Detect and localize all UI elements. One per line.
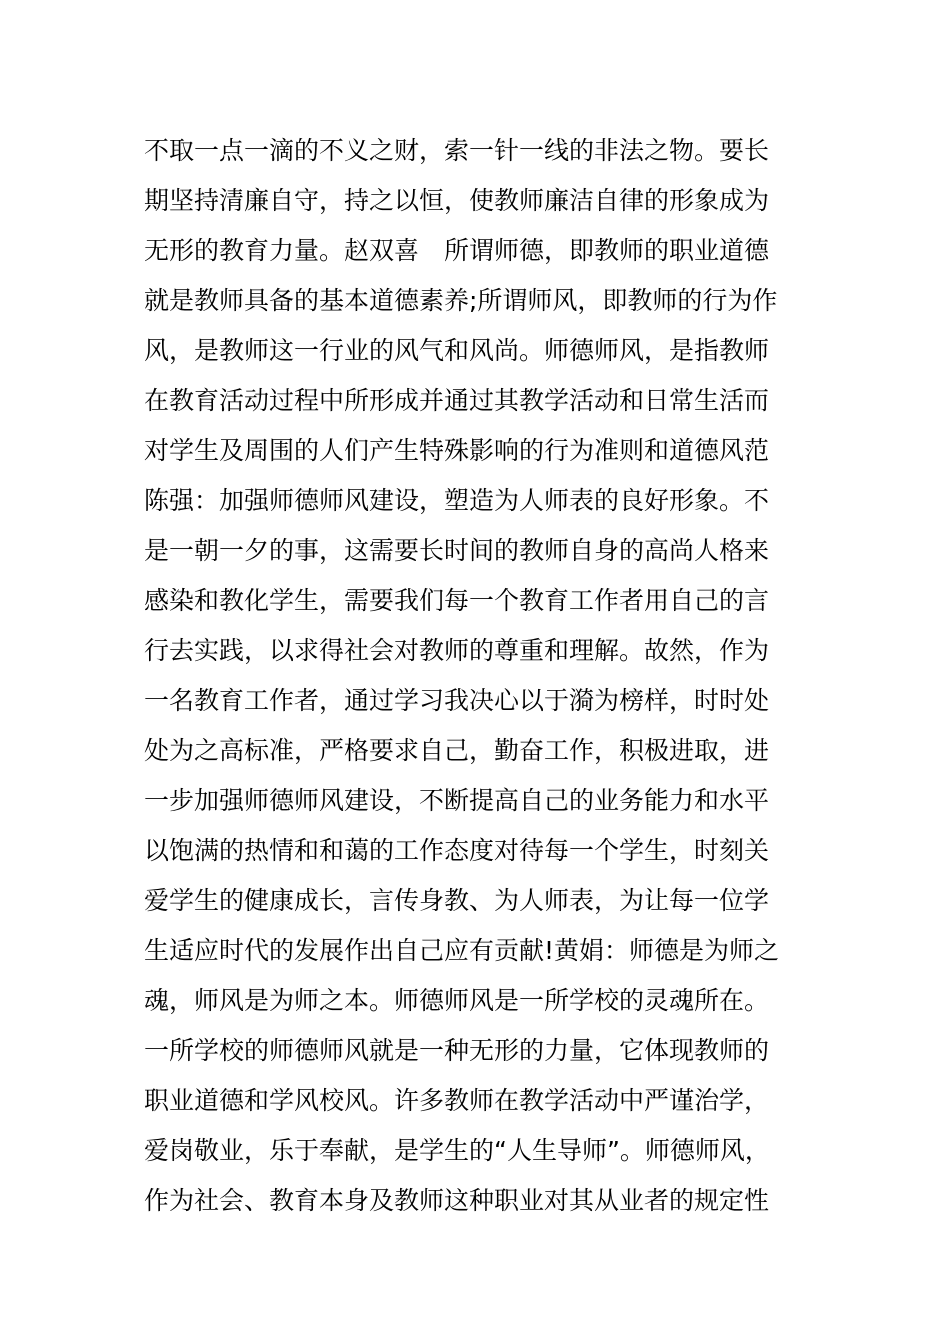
text-line: 魂，师风是为师之本。师德师风是一所学校的灵魂所在。 (144, 986, 770, 1015)
text-line: 职业道德和学风校风。许多教师在教学活动中严谨治学， (144, 1086, 770, 1115)
text-line: 爱岗敬业，乐于奉献，是学生的“人生导师”。师德师风， (144, 1136, 770, 1165)
text-line: 感染和教化学生，需要我们每一个教育工作者用自己的言 (144, 586, 770, 615)
text-line: 就是教师具备的基本道德素养;所谓师风，即教师的行为作 (144, 286, 778, 315)
text-line: 是一朝一夕的事，这需要长时间的教师自身的高尚人格来 (144, 536, 770, 565)
text-line: 不取一点一滴的不义之财，索一针一线的非法之物。要长 (144, 136, 770, 165)
text-line: 陈强：加强师德师风建设，塑造为人师表的良好形象。不 (144, 486, 770, 515)
text-line: 期坚持清廉自守，持之以恒，使教师廉洁自律的形象成为 (144, 186, 770, 215)
text-line: 行去实践，以求得社会对教师的尊重和理解。故然，作为 (144, 636, 770, 665)
text-line: 作为社会、教育本身及教师这种职业对其从业者的规定性 (144, 1186, 770, 1215)
body-text (144, 126, 814, 1226)
text-line: 一所学校的师德师风就是一种无形的力量，它体现教师的 (144, 1036, 770, 1065)
text-line: 无形的教育力量。赵双喜 所谓师德，即教师的职业道德 (144, 236, 770, 265)
text-line: 爱学生的健康成长，言传身教、为人师表，为让每一位学 (144, 886, 770, 915)
text-line: 一名教育工作者，通过学习我决心以于漪为榜样，时时处 (144, 686, 770, 715)
text-line: 生适应时代的发展作出自己应有贡献!黄娟：师德是为师之 (144, 936, 780, 965)
text-line: 风，是教师这一行业的风气和风尚。师德师风，是指教师 (144, 336, 770, 365)
text-line: 对学生及周围的人们产生特殊影响的行为准则和道德风范 (144, 436, 770, 465)
text-line: 在教育活动过程中所形成并通过其教学活动和日常生活而 (144, 386, 770, 415)
text-line: 以饱满的热情和和蔼的工作态度对待每一个学生，时刻关 (144, 836, 770, 865)
text-line: 处为之高标准，严格要求自己，勤奋工作，积极进取，进 (144, 736, 770, 765)
text-line: 一步加强师德师风建设，不断提高自己的业务能力和水平 (144, 786, 770, 815)
